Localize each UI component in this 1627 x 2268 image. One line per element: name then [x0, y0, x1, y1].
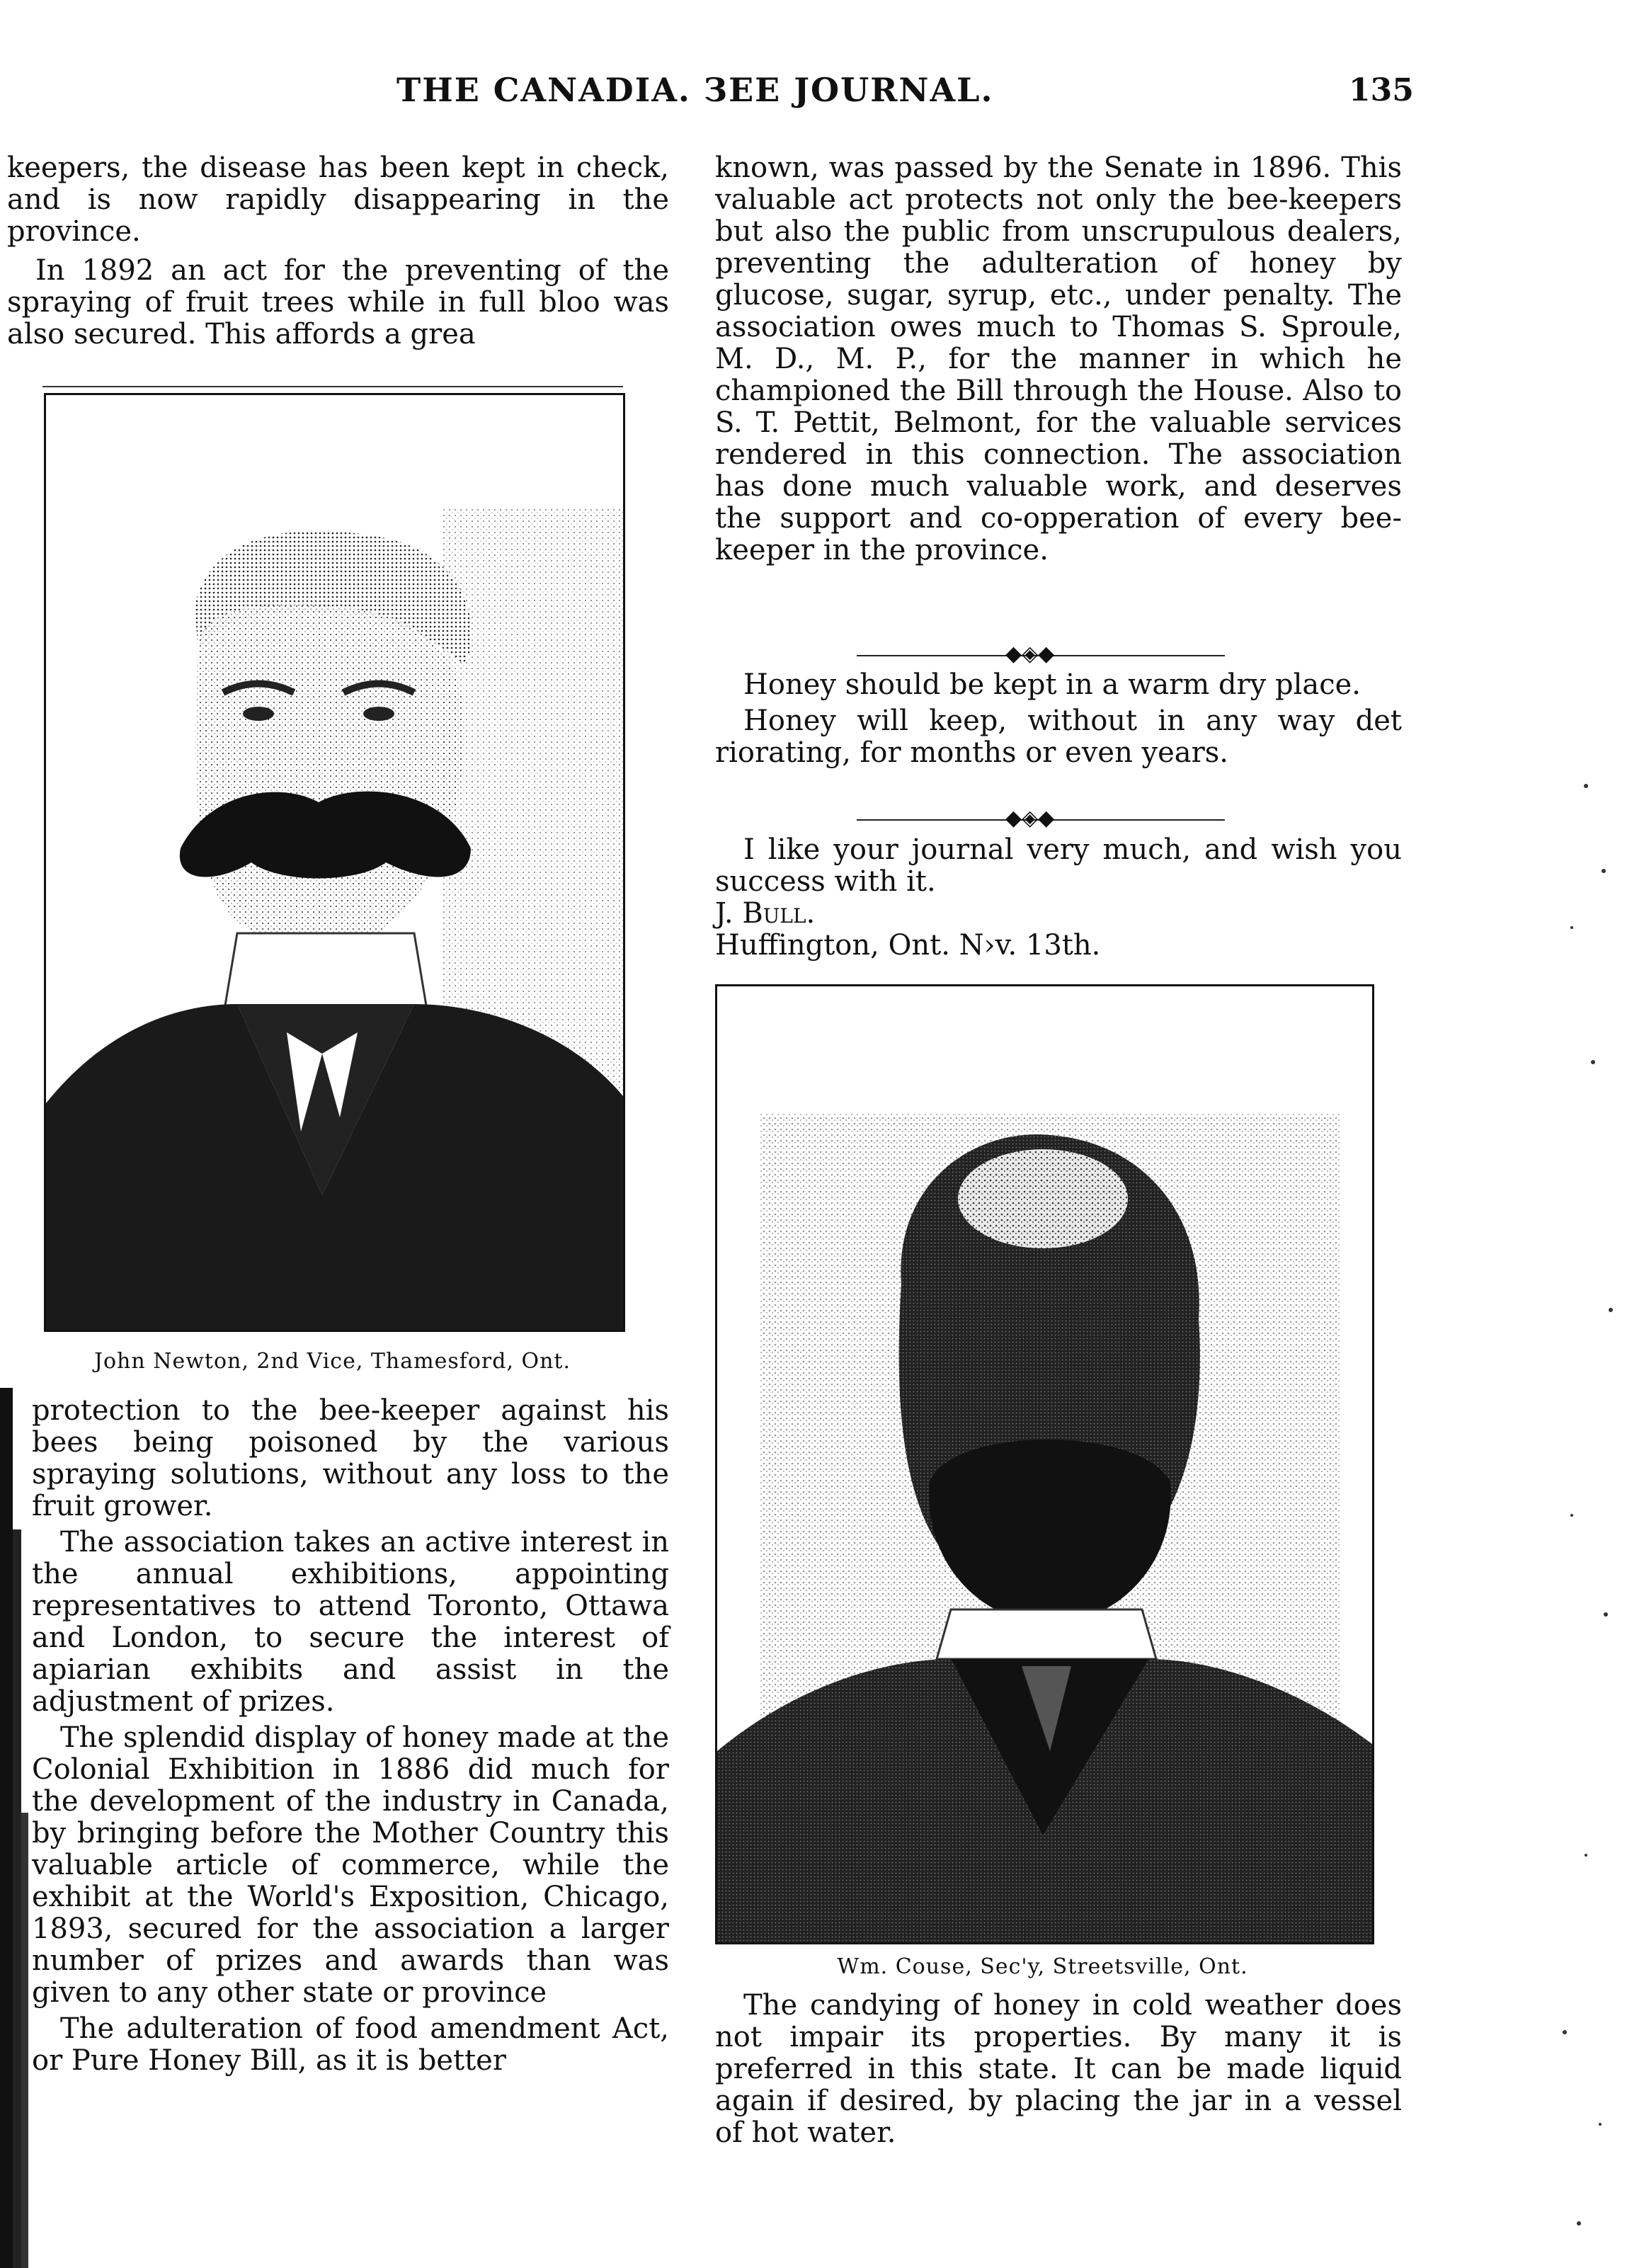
portrait-john-newton-engraving	[46, 395, 623, 1330]
left-paragraph-5: The splendid display of honey made at the Colonial Exhibition in 1886 did much for the development of the industry in Canada, by bringing before the Mother Country this valuable article of commerce, while the exhibit at the World's Exposition, Chicago, 1893, secured for the association a larger number of prizes and awards than was given to any other state or province	[32, 1721, 669, 2009]
running-title: THE CANADIA. ЗEE JOURNAL.	[396, 71, 994, 109]
right-paragraph-5: The candying of honey in cold weather does not impair its properties. By many it is preferred in this state. It can be made liquid again if desired, by placing the jar in a vessel of hot water.	[715, 1989, 1402, 2149]
right-column-letter	[715, 834, 1402, 962]
right-paragraph-2: Honey should be kept in a warm dry place.	[743, 668, 1361, 701]
right-column-middle	[715, 669, 1402, 769]
page-header	[0, 71, 1627, 120]
right-paragraph-4: I like your journal very much, and wish you success with it.	[715, 833, 1402, 898]
left-paragraph-4: The association takes an active interest in the annual exhibitions, appointing representatives to attend Toronto, Ottawa and London, to secure the interest of apiarian exhibits and assist in the adjustment of prizes.	[32, 1526, 669, 1718]
left-column-top	[7, 152, 669, 351]
right-paragraph-1: known, was passed by the Senate in 1896. This valuable act protects not only the bee-keepers but also the public from unscrupulous dealers, preventing the adulteration of honey by glucose, sugar, syrup, etc., under penalty. The association owes much to Thomas S. Sproule, M. D., M. P., for the manner in which he championed the Bill through the House. Also to S. T. Pettit, Belmont, for the valuable services rendered in this connection. The association has done much valuable work, and deserves the support and co-opperation of every bee-keeper in the province.	[715, 152, 1402, 566]
portrait-wm-couse-engraving	[717, 986, 1372, 1942]
portrait-wm-couse	[715, 984, 1374, 1944]
letter-signature: J. Bull.	[715, 897, 816, 930]
section-rule	[42, 386, 623, 387]
ornament-2: ◆◈◆	[1005, 806, 1055, 831]
ornament-1: ◆◈◆	[1005, 642, 1055, 666]
right-column-top	[715, 152, 1402, 566]
left-paragraph-1: keepers, the disease has been kept in check, and is now rapidly disappearing in the province.	[7, 152, 669, 248]
left-paragraph-2: In 1892 an act for the preventing of the spraying of fruit trees while in full bloo was also secured. This affords a grea	[7, 254, 669, 351]
left-paragraph-6: The adulteration of food amendment Act, or Pure Honey Bill, as it is better	[32, 2012, 669, 2077]
binding-shadow	[0, 1388, 34, 2268]
portrait-john-newton	[44, 393, 625, 1332]
letter-dateline: Huffington, Ont. N›v. 13th.	[715, 929, 1101, 962]
portrait-caption-left: John Newton, 2nd Vice, Thamesford, Ont.	[93, 1349, 571, 1374]
left-column-bottom	[32, 1395, 669, 2077]
portrait-caption-right: Wm. Couse, Sec'y, Streetsville, Ont.	[837, 1954, 1248, 1979]
left-paragraph-3: protection to the bee-keeper against his bees being poisoned by the various spraying solutions, without any loss to the fruit grower.	[32, 1394, 669, 1522]
right-paragraph-3: Honey will keep, without in any way det riorating, for months or even years.	[715, 705, 1402, 769]
page-number: 135	[1349, 72, 1414, 108]
margin-specks	[1543, 0, 1627, 2268]
right-column-bottom	[715, 1990, 1402, 2149]
